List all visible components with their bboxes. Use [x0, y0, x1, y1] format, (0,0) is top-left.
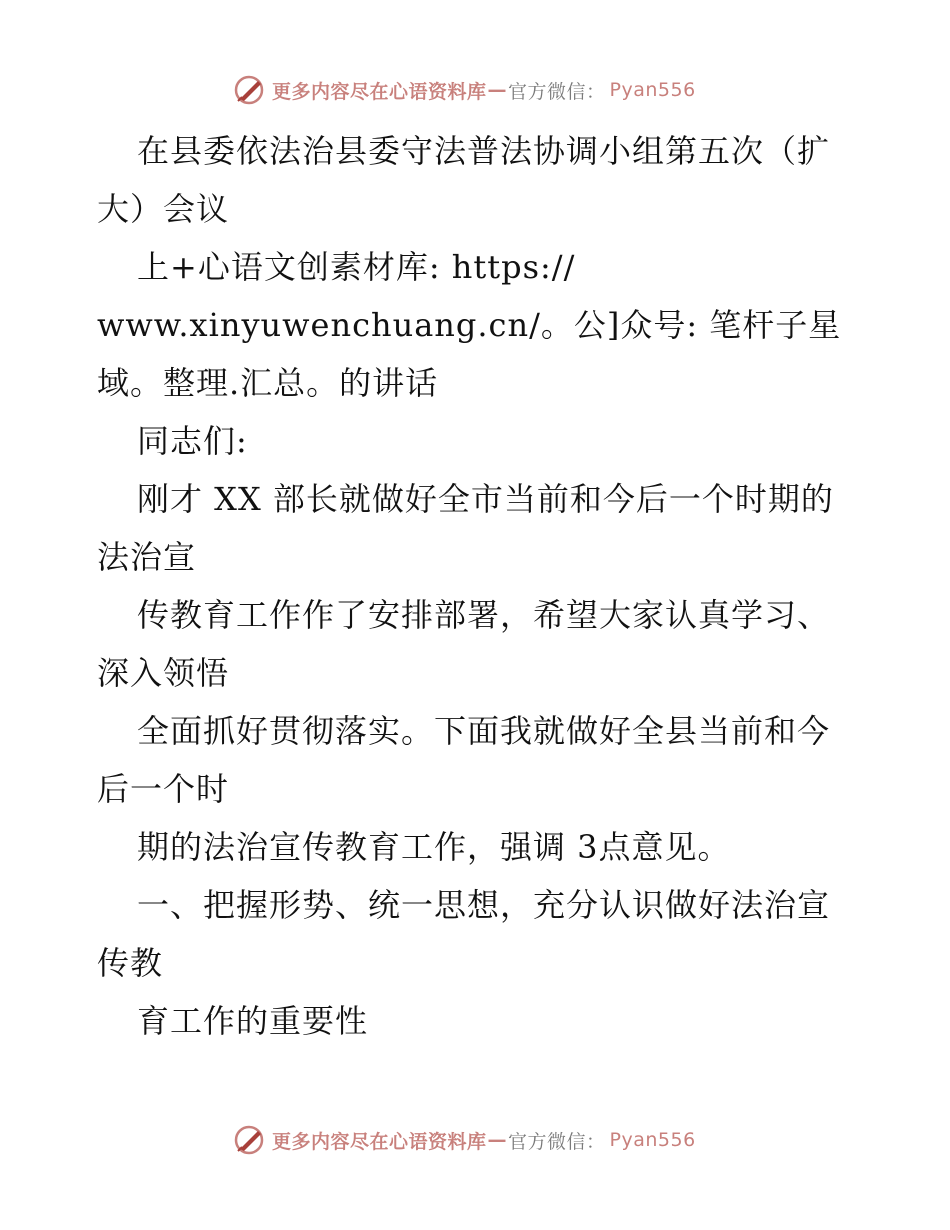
document-body [97, 122, 867, 1050]
document-line: 在县委依法治县委守法普法协调小组第五次（扩 [137, 132, 831, 170]
quill-pen-logo-icon [232, 73, 266, 107]
banner-main-text: 更多内容尽在心语资料库 [272, 1130, 487, 1153]
document-line: 期的法治宣传教育工作，强调 3点意见。 [137, 828, 731, 866]
document-line: 大）会议 [97, 190, 230, 228]
document-line: 育工作的重要性 [137, 1002, 369, 1040]
banner-main-text: 更多内容尽在心语资料库 [272, 80, 487, 103]
banner-label: 官方微信： [508, 1130, 606, 1153]
document-line: 刚才 XX 部长就做好全市当前和今后一个时期的 [137, 480, 834, 518]
banner-wechat-id: Pyan556 [609, 79, 696, 101]
banner-wechat-id: Pyan556 [609, 1129, 696, 1151]
document-line: 法治宣 [97, 538, 197, 576]
document-line: 全面抓好贯彻落实。下面我就做好全县当前和今 [137, 712, 831, 750]
banner-dash: — [487, 1129, 508, 1151]
document-line: 域。整理.汇总。的讲话 [97, 364, 439, 402]
header-watermark-banner [232, 70, 696, 110]
banner-label: 官方微信： [508, 80, 606, 103]
banner-dash: — [487, 79, 508, 101]
quill-pen-logo-icon [232, 1123, 266, 1157]
document-line: 后一个时 [97, 770, 230, 808]
document-line: 传教育工作作了安排部署，希望大家认真学习、 [137, 596, 831, 634]
document-line: 传教 [97, 944, 164, 982]
document-line: 上+心语文创素材库: https:// [137, 248, 576, 286]
document-line: 同志们: [137, 422, 248, 460]
document-line: 深入领悟 [97, 654, 230, 692]
document-line: 一、把握形势、统一思想，充分认识做好法治宣 [137, 886, 831, 924]
footer-watermark-banner [232, 1120, 696, 1160]
document-line: www.xinyuwenchuang.cn/。公]众号: 笔杆子星 [97, 306, 842, 344]
